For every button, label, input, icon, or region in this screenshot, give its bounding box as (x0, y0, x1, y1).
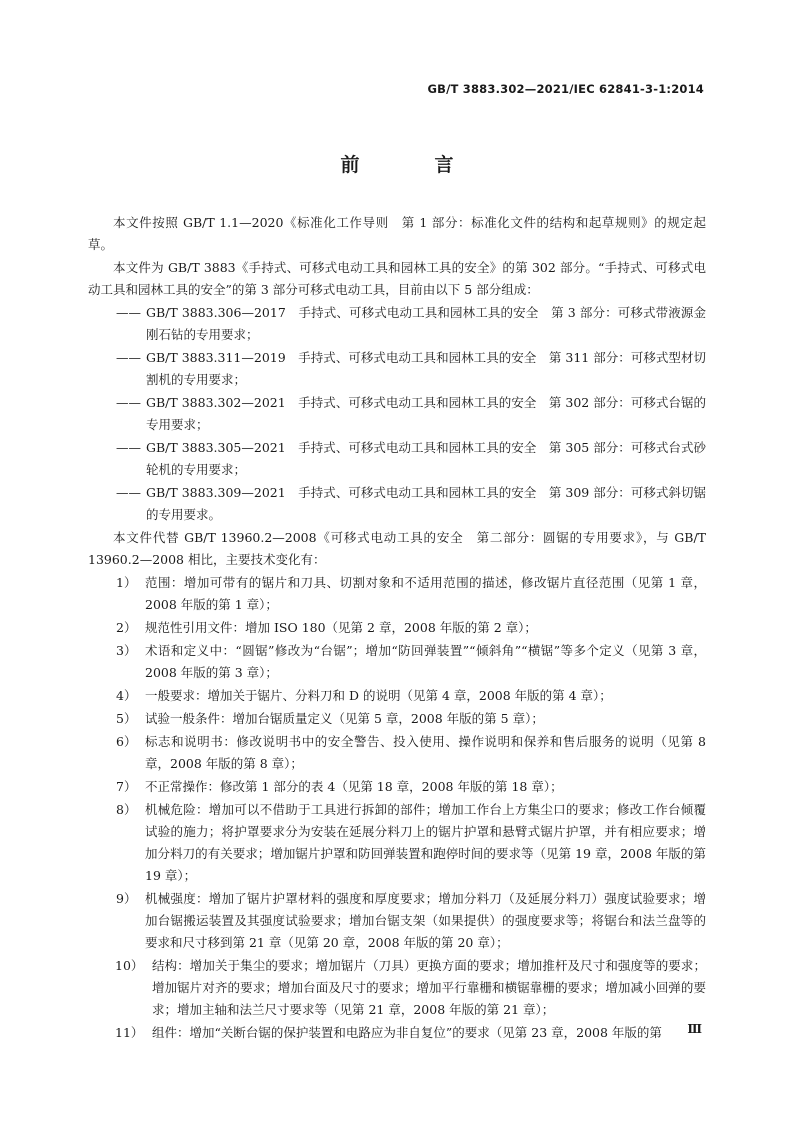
document-code-header: GB/T 3883.302—2021/IEC 62841-3-1:2014 (427, 82, 704, 96)
list-item: 10） 结构：增加关于集尘的要求；增加锯片（刀具）更换方面的要求；增加推杆及尺寸和强度等的要求；增加锯片对齐的要求；增加台面及尺寸的要求；增加平行靠栅和横锯靠栅的要求；增加减小回弹的要求；增加主轴和法兰尺寸要求等（见第 21 章，2008 年版的第 21 章）； (115, 958, 706, 1017)
list-item: 11） 组件：增加“关断台锯的保护装置和电路应为非自复位”的要求（见第 23 章，2008 年版的第 (115, 1025, 662, 1040)
list-item: 9） 机械强度：增加了锯片护罩材料的强度和厚度要求；增加分料刀（及延展分料刀）强度试验要求；增加台锯搬运装置及其强度试验要求；增加台锯支架（如果提供）的强度要求等；将锯台和法兰盘等的要求和尺寸移到第 21 章（见第 20 章，2008 年版的第 20 章）； (116, 891, 706, 950)
change-list (88, 572, 706, 1044)
body-text (88, 212, 706, 1045)
paragraph-replacement: 本文件代替 GB/T 13960.2—2008《可移式电动工具的安全 第二部分：圆锯的专用要求》，与 GB/T 13960.2—2008 相比，主要技术变化有： (88, 530, 706, 567)
paragraph-series: 本文件为 GB/T 3883《手持式、可移式电动工具和园林工具的安全》的第 302 部分。“手持式、可移式电动工具和园林工具的安全”的第 3 部分可移式电动工具，目前由以下 5 部分组成： (88, 260, 706, 297)
list-item: 1） 范围：增加可带有的锯片和刀具、切割对象和不适用范围的描述，修改锯片直径范围（见第 1 章，2008 年版的第 1 章）； (116, 575, 706, 612)
list-item: —— GB/T 3883.306—2017 手持式、可移式电动工具和园林工具的安全 第 3 部分：可移式带液源金刚石钻的专用要求； (116, 305, 706, 342)
page-title: 前 言 (340, 154, 482, 176)
list-item: 6） 标志和说明书：修改说明书中的安全警告、投入使用、操作说明和保养和售后服务的说明（见第 8 章，2008 年版的第 8 章）； (116, 734, 706, 771)
list-item: 8） 机械危险：增加可以不借助于工具进行拆卸的部件；增加工作台上方集尘口的要求；修改工作台倾覆试验的施力；将护罩要求分为安装在延展分料刀上的锯片护罩和悬臂式锯片护罩，并有相应要求；增加分料刀的有关要求；增加锯片护罩和防回弹装置和跑停时间的要求等（见第 19 章，2008 年版的第 19 章）； (116, 802, 706, 883)
list-item: —— GB/T 3883.305—2021 手持式、可移式电动工具和园林工具的安全 第 305 部分：可移式台式砂轮机的专用要求； (116, 440, 706, 477)
list-item: —— GB/T 3883.311—2019 手持式、可移式电动工具和园林工具的安全 第 311 部分：可移式型材切割机的专用要求； (116, 350, 706, 387)
list-item: 3） 术语和定义中：“圆锯”修改为“台锯”；增加“防回弹装置”“倾斜角”“横锯”等多个定义（见第 3 章，2008 年版的第 3 章）； (116, 643, 706, 680)
list-item: —— GB/T 3883.309—2021 手持式、可移式电动工具和园林工具的安全 第 309 部分：可移式斜切锯的专用要求。 (116, 485, 706, 522)
page-number: Ⅲ (687, 1022, 702, 1036)
list-item: 5） 试验一般条件：增加台锯质量定义（见第 5 章，2008 年版的第 5 章）； (116, 711, 544, 726)
list-item: 4） 一般要求：增加关于锯片、分料刀和 D 的说明（见第 4 章，2008 年版的第 4 章）； (116, 688, 612, 703)
list-item: —— GB/T 3883.302—2021 手持式、可移式电动工具和园林工具的安全 第 302 部分：可移式台锯的专用要求； (116, 395, 706, 432)
part-list (88, 302, 706, 526)
list-item: 2） 规范性引用文件：增加 ISO 180（见第 2 章，2008 年版的第 2 章）； (116, 620, 537, 635)
list-item: 7） 不正常操作：修改第 1 部分的表 4（见第 18 章，2008 年版的第 18 章）； (116, 779, 563, 794)
paragraph-drafting: 本文件按照 GB/T 1.1—2020《标准化工作导则 第 1 部分：标准化文件的结构和起草规则》的规定起草。 (88, 215, 706, 252)
